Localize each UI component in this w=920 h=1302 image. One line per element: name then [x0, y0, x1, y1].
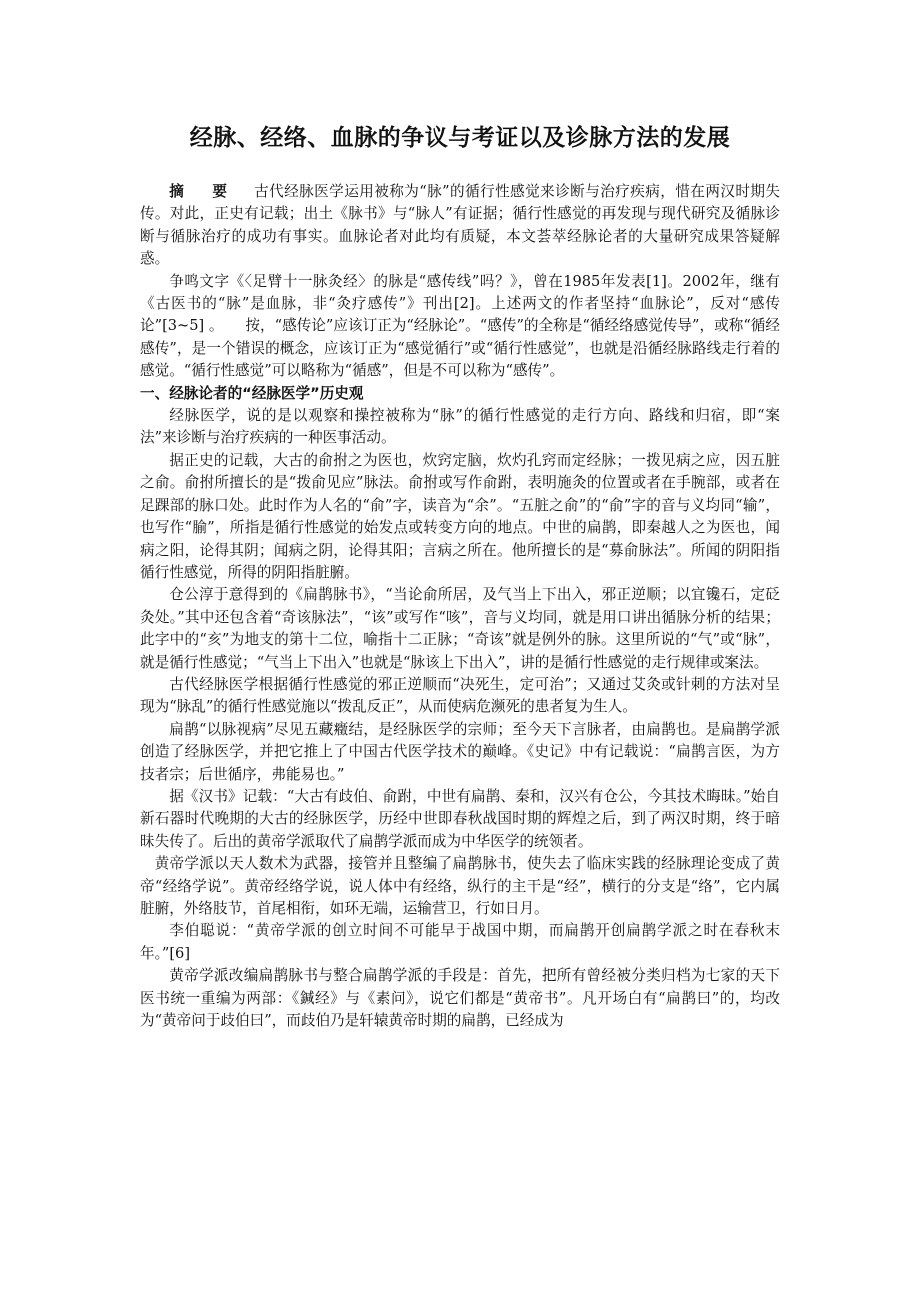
abstract-label: 摘 要	[169, 183, 228, 200]
body-paragraph: 扁鹊“以脉视病”尽见五藏癥结，是经脉医学的宗师；至今天下言脉者，由扁鹊也。是扁鹊学派创造了经脉医学，并把它推上了中国古代医学技术的巅峰。《史记》中有记载说：“扁鹊言医，为方技者宗；后世循序，弗能易也。”	[140, 720, 780, 783]
section-heading: 一、经脉论者的“经脉医学”历史观	[140, 384, 364, 402]
document-body	[140, 181, 780, 1032]
body-paragraph: 据正史的记载，大古的俞拊之为医也，炊窍定脑，炊灼孔窍而定经脉；一拨见病之应，因五脏之俞。俞拊所擅长的是“拨俞见应”脉法。俞拊或写作俞跗，表明施灸的位置或者在手腕部，或者在足踝部的脉口处。此时作为人名的“俞”字，读音为“余”。“五脏之俞”的“俞”字的音与义均同“输”，也写作“腧”，所指是循行性感觉的始发点或转变方向的地点。中世的扁鹊，即秦越人之为医也，闻病之阳，论得其阴；闻病之阴，论得其阳；言病之所在。他所擅长的是“募俞脉法”。所闻的阴阳指循行性感觉，所得的阴阳指脏腑。	[140, 451, 780, 581]
document-title: 经脉、经络、血脉的争议与考证以及诊脉方法的发展	[189, 125, 731, 151]
intro-paragraph: 争鸣文字《〈足臂十一脉灸经〉的脉是“感传线”吗？》，曾在1985年发表[1]。2002年，继有《古医书的“脉”是血脉，非“灸疗感传”》刊出[2]。上述两文的作者坚持“血脉论”，反对“感传论”[3~5] 。 按，“感传论”应该订正为“经脉论”。“感传”的全称是“循经络感觉传导”，或称“循经感传”，是一个错误的概念，应该订正为“感觉循行”或“循行性感觉”，也就是沿循经脉路线走行着的感觉。“循行性感觉”可以略称为“循感”，但是不可以称为“感传”。	[140, 272, 780, 380]
body-paragraph: 经脉医学，说的是以观察和操控被称为“脉”的循行性感觉的走行方向、路线和归宿，即“案法”来诊断与治疗疾病的一种医事活动。	[140, 407, 780, 447]
body-paragraph: 黄帝学派改编扁鹊脉书与整合扁鹊学派的手段是：首先，把所有曾经被分类归档为七家的天下医书统一重编为两部：《鍼经》与《素问》，说它们都是“黄帝书”。凡开场白有“扁鹊曰”的，均改为“黄帝问于歧伯曰”，而歧伯乃是轩辕黄帝时期的扁鹊，已经成为	[140, 967, 780, 1030]
abstract-text: 古代经脉医学运用被称为“脉”的循行性感觉来诊断与治疗疾病，惜在两汉时期失传。对此，正史有记载；出土《脉书》与“脉人”有证据；循行性感觉的再发现与现代研究及循脉诊断与循脉治疗的成功有事实。血脉论者对此均有质疑，本文荟萃经脉论者的大量研究成果答疑解惑。	[140, 183, 780, 268]
body-paragraph: 古代经脉医学根据循行性感觉的邪正逆顺而“决死生，定可治”；又通过艾灸或针刺的方法对呈现为“脉乱”的循行性感觉施以“拨乱反正”，从而使病危濒死的患者复为生人。	[140, 675, 780, 716]
body-paragraph: 据《汉书》记载：“大古有歧伯、俞跗，中世有扁鹊、秦和，汉兴有仓公，今其技术晦昧。”始自新石器时代晚期的大古的经脉医学，历经中世即春秋战国时期的辉煌之后，到了两汉时期，终于暗昧失传了。后出的黄帝学派取代了扁鹊学派而成为中华医学的统领者。	[140, 787, 780, 850]
abstract-paragraph	[140, 181, 780, 271]
body-paragraph: 仓公淳于意得到的《扁鹊脉书》，“当论俞所居，及气当上下出入，邪正逆顺；以宜镵石，定砭灸处。”其中还包含着“奇该脉法”，“该”或写作“咳”，音与义均同，就是用口讲出循脉分析的结果；此字中的“亥”为地支的第十二位，喻指十二正脉；“奇该”就是例外的脉。这里所说的“气”或“脉”，就是循行性感觉；“气当上下出入”也就是“脉该上下出入”，讲的是循行性感觉的走行规律或案法。	[140, 586, 780, 671]
body-paragraph: 黄帝学派以天人数术为武器，接管并且整编了扁鹊脉书，使失去了临床实践的经脉理论变成了黄帝“经络学说”。黄帝经络学说，说人体中有经络，纵行的主干是“经”，横行的分支是“络”，它内属脏腑，外络肢节，首尾相衔，如环无端，运输营卫，行如日月。	[140, 855, 780, 917]
body-paragraph: 李伯聪说：“黄帝学派的创立时间不可能早于战国中期，而扁鹊开创扁鹊学派之时在春秋末年。”[6]	[140, 922, 780, 962]
